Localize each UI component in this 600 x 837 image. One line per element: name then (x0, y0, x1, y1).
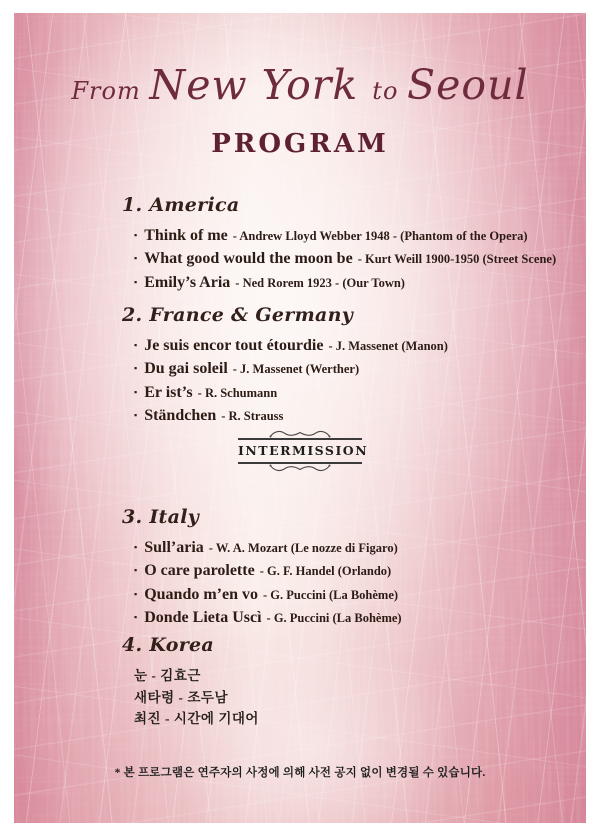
section-italy (122, 506, 556, 630)
song-title: Du gai soleil (144, 360, 228, 378)
section-heading: 4. Korea (122, 634, 215, 656)
song-detail: - Kurt Weill 1900-1950 (Street Scene) (357, 252, 557, 267)
bullet-icon: ▪ (134, 612, 138, 623)
song-detail: - R. Schumann (197, 385, 278, 400)
section-heading: 3. Italy (122, 506, 200, 528)
bullet-icon: ▪ (134, 230, 138, 240)
flourish-ornament-icon (268, 464, 332, 473)
program-item (134, 334, 556, 357)
song-title: Think of me (144, 227, 228, 244)
bullet-icon: ▪ (134, 276, 138, 287)
bullet-icon: ▪ (134, 386, 138, 397)
program-item (134, 247, 556, 270)
song-title: 새타령 - 조두남 (134, 689, 228, 705)
song-detail: - J. Massenet (Werther) (232, 362, 360, 377)
bullet-icon: ▪ (134, 565, 138, 576)
intermission-label: INTERMISSION (238, 443, 369, 458)
section-items (122, 334, 556, 428)
song-detail: - G. F. Handel (Orlando) (259, 564, 392, 579)
program-item (134, 665, 556, 687)
song-title: Donde Lieta Uscì (144, 609, 262, 627)
program-item (134, 271, 556, 294)
program-item (134, 559, 556, 582)
song-title: Sull’aria (144, 539, 204, 556)
song-detail: - J. Massenet (Manon) (328, 339, 448, 353)
title-part: Seoul (407, 61, 529, 109)
song-title: 최진 - 시간에 기대어 (134, 711, 259, 726)
song-title: Er ist’s (144, 383, 193, 401)
song-title: Je suis encor tout étourdie (144, 337, 324, 354)
title-part: to (372, 77, 408, 105)
section-heading: 2. France & Germany (122, 304, 354, 326)
program-page (14, 13, 586, 823)
program-item (134, 708, 556, 730)
program-item (134, 687, 556, 709)
bullet-icon: ▪ (134, 410, 138, 421)
flourish-ornament-icon (268, 429, 332, 438)
program-item (134, 606, 556, 629)
song-detail: - G. Puccini (La Bohème) (266, 611, 402, 626)
song-title: 눈 - 김효근 (134, 668, 201, 683)
song-detail: - G. Puccini (La Bohème) (263, 587, 399, 602)
song-title: Ständchen (144, 407, 217, 425)
footnote: * 본 프로그램은 연주자의 사정에 의해 사전 공지 없이 변경될 수 있습니다. (114, 767, 486, 779)
program-item (134, 224, 556, 247)
program-heading: PROGRAM (211, 129, 389, 159)
section-items (122, 665, 556, 730)
title-part: New York (149, 61, 373, 109)
song-title: Quando m’en vo (144, 585, 258, 603)
song-title: O care parolette (144, 562, 255, 580)
program-item (134, 536, 556, 559)
section-heading: 1. America (122, 194, 240, 216)
song-detail: - Ned Rorem 1923 - (Our Town) (235, 275, 405, 290)
program-item (134, 357, 556, 380)
bullet-icon: ▪ (134, 542, 138, 552)
program-item (134, 381, 556, 404)
bullet-icon: ▪ (134, 588, 138, 599)
song-detail: - R. Strauss (221, 409, 284, 424)
song-title: What good would the moon be (144, 250, 353, 268)
section-items (122, 536, 556, 630)
section-france-germany (122, 304, 556, 428)
program-item (134, 583, 556, 606)
page-title (14, 61, 586, 109)
title-part: From (71, 77, 150, 105)
program-item (134, 404, 556, 427)
song-detail: - W. A. Mozart (Le nozze di Figaro) (208, 541, 398, 555)
section-korea (122, 634, 556, 730)
bullet-icon: ▪ (134, 340, 138, 350)
song-title: Emily’s Aria (144, 273, 231, 291)
bullet-icon: ▪ (134, 253, 138, 264)
section-items (122, 224, 556, 294)
song-detail: - Andrew Lloyd Webber 1948 - (Phantom of the Opera) (232, 229, 528, 243)
section-america (122, 194, 556, 294)
intermission-divider (238, 429, 369, 473)
bullet-icon: ▪ (134, 363, 138, 374)
